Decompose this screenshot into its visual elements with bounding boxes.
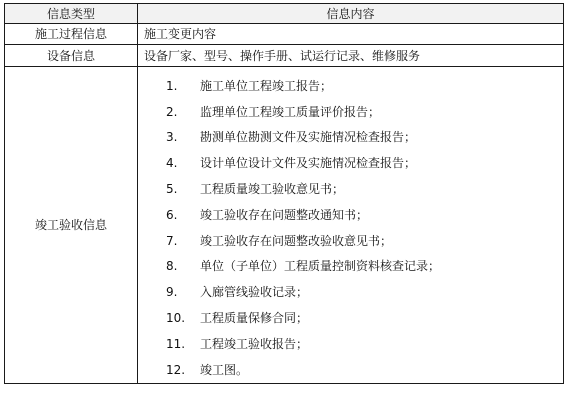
content-cell-construction: 施工变更内容 [138,24,564,45]
list-item-text: 竣工图。 [200,362,249,377]
list-item-text: 监理单位工程竣工质量评价报告； [200,104,381,119]
type-cell-acceptance: 竣工验收信息 [5,67,138,384]
list-item [138,99,563,125]
table-row [5,24,564,45]
list-item [138,228,563,254]
list-item-number: 12. [166,362,186,377]
list-item-number: 11. [166,336,186,351]
type-cell-equipment: 设备信息 [5,45,138,67]
type-cell-construction: 施工过程信息 [5,24,138,45]
list-item-number: 10. [166,311,186,326]
list-item-text: 单位（子单位）工程质量控制资料核查记录； [200,259,441,274]
list-item-text: 工程质量竣工验收意见书； [200,182,345,197]
info-table [4,3,564,384]
table-header-row [5,4,564,24]
content-cell-equipment: 设备厂家、型号、操作手册、试运行记录、维修服务 [138,45,564,67]
list-item-text: 竣工验收存在问题整改验收意见书； [200,233,393,248]
list-item [138,305,563,331]
list-item-number: 2. [166,104,178,119]
list-item-number: 8. [166,259,178,274]
header-content-cell: 信息内容 [138,4,564,24]
list-item [138,150,563,176]
list-item-number: 9. [166,285,178,300]
list-item-text: 工程质量保修合同； [200,311,309,326]
table-row [5,67,564,384]
list-item [138,357,563,383]
list-item-text: 勘测单位勘测文件及实施情况检查报告； [200,130,417,145]
list-item [138,125,563,151]
list-item-number: 7. [166,233,178,248]
list-item-text: 竣工验收存在问题整改通知书； [200,207,369,222]
list-item-text: 设计单位设计文件及实施情况检查报告； [200,156,417,171]
header-type-cell: 信息类型 [5,4,138,24]
list-item-number: 4. [166,156,178,171]
list-item [138,279,563,305]
list-item [138,73,563,99]
list-item [138,331,563,357]
list-item-text: 施工单位工程竣工报告； [200,78,333,93]
list-item [138,254,563,280]
list-item-number: 3. [166,130,178,145]
list-item-text: 入廊管线验收记录； [200,285,309,300]
list-item [138,176,563,202]
list-item-number: 6. [166,207,178,222]
content-cell-acceptance [138,67,564,384]
acceptance-item-list [138,67,563,383]
list-item-number: 1. [166,78,178,93]
table-row [5,45,564,67]
list-item [138,202,563,228]
list-item-text: 工程竣工验收报告； [200,336,309,351]
list-item-number: 5. [166,182,178,197]
